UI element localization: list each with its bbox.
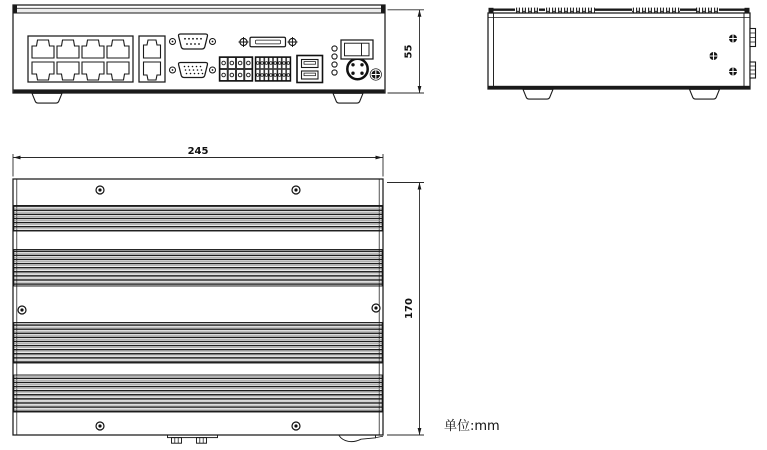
screw-icon <box>729 35 737 43</box>
dimension-170 <box>387 183 424 436</box>
foot <box>333 93 363 103</box>
foot <box>690 89 720 99</box>
terminal-block-right <box>256 57 291 81</box>
screw-icon <box>729 68 737 76</box>
fin-group <box>696 8 719 13</box>
foot <box>32 93 62 103</box>
bottom-latch <box>339 436 383 442</box>
dimension-245 <box>13 146 383 177</box>
front-lid-strip <box>14 8 385 13</box>
screw-post <box>210 67 216 73</box>
screw-icon <box>292 186 300 194</box>
side-case <box>488 13 750 89</box>
front-bottom-edge <box>14 89 385 92</box>
screw-icon <box>292 422 300 430</box>
power-connector <box>347 59 367 79</box>
screw-icon <box>372 304 380 312</box>
screw-icon <box>96 422 104 430</box>
unit-label: 单位:mm <box>444 419 500 434</box>
fin-group <box>632 8 680 13</box>
screw-icon <box>96 186 104 194</box>
dim-front-height-label: 55 <box>403 44 415 59</box>
side-view <box>488 8 756 100</box>
fin-band <box>14 250 382 287</box>
dim-top-width-label: 245 <box>187 146 209 157</box>
dimension-55 <box>388 10 425 93</box>
screw-icon <box>18 306 26 314</box>
side-feet <box>523 89 720 99</box>
screw-icon <box>710 52 718 60</box>
front-view <box>13 5 424 103</box>
heatsink-fins <box>489 8 750 13</box>
screw-post <box>170 39 176 45</box>
ground-screw-icon <box>370 69 381 80</box>
front-corner-right <box>381 5 385 13</box>
fin-band <box>14 375 382 412</box>
bottom-connector <box>168 435 218 443</box>
fin-band <box>14 323 382 364</box>
dim-top-depth-label: 170 <box>404 298 415 319</box>
side-connector-bumps <box>750 29 756 79</box>
fin-band <box>14 206 382 232</box>
fin-group <box>544 8 595 13</box>
usb-ports <box>297 56 323 83</box>
screw-post <box>170 67 176 73</box>
power-switch <box>341 40 373 59</box>
fin-group <box>515 8 539 13</box>
foot <box>523 89 553 99</box>
front-corner-left <box>13 5 17 13</box>
front-feet <box>32 93 363 103</box>
terminal-block-left <box>220 57 253 81</box>
rj45-2port-block <box>139 36 165 82</box>
side-bottom-edge <box>488 86 750 89</box>
screw-post <box>210 39 216 45</box>
top-view <box>13 146 424 443</box>
rj45-8port-block <box>28 36 133 82</box>
